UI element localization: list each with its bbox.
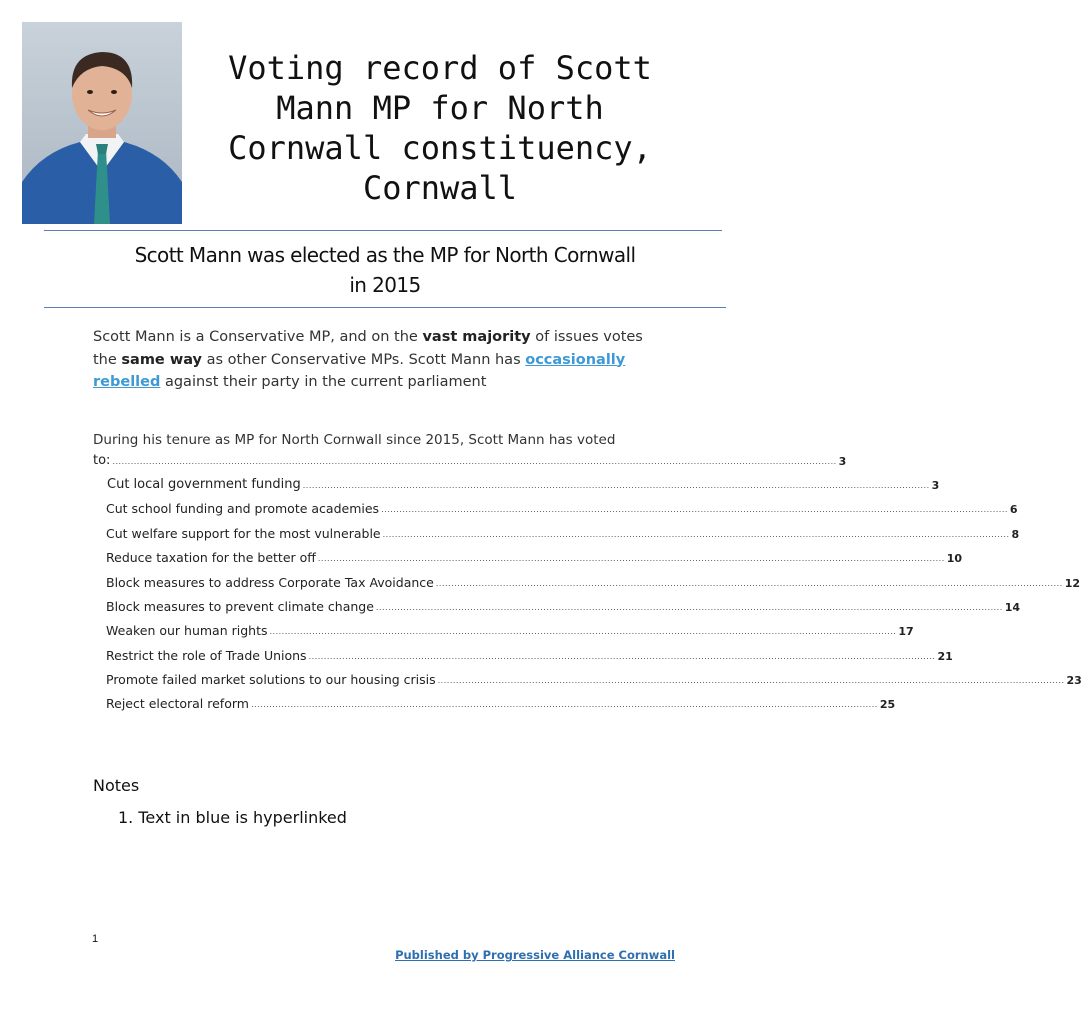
- notes-heading: Notes: [93, 776, 140, 795]
- title-divider: [44, 230, 722, 231]
- toc-dots: ..............................................................................................................................................................................................................: [375, 603, 1003, 612]
- intro-text-3: as other Conservative MPs. Scott Mann has: [202, 351, 526, 368]
- toc-page: 6: [1009, 503, 1018, 516]
- publisher-link[interactable]: Published by Progressive Alliance Cornwall: [395, 948, 675, 962]
- toc-label: Promote failed market solutions to our housing crisis: [106, 672, 436, 687]
- intro-paragraph: [93, 326, 663, 394]
- document-title: Voting record of Scott Mann MP for North Cornwall constituency, Cornwall: [228, 49, 652, 207]
- toc-entry-human-rights[interactable]: [106, 620, 914, 638]
- toc-dots: ..............................................................................................................................................................................................................: [302, 481, 930, 490]
- toc-label: Cut school funding and promote academies: [106, 501, 380, 516]
- toc-label: Reject electoral reform: [106, 696, 249, 711]
- toc-dots: ..............................................................................................................................................................................................................: [269, 627, 897, 636]
- toc-lead-line-2: to:: [93, 453, 111, 468]
- intro-bold-same-way: same way: [121, 351, 202, 368]
- occasionally-rebelled-link[interactable]: occasionally rebelled: [93, 351, 626, 390]
- toc-label: Cut local government funding: [107, 477, 301, 492]
- toc-page: 3: [931, 479, 940, 492]
- toc-entry-tax-avoidance[interactable]: [106, 572, 1081, 590]
- toc-page: 10: [946, 552, 963, 565]
- toc-dots: ..............................................................................................................................................................................................................: [308, 652, 936, 661]
- intro-bold-vast-majority: vast majority: [422, 329, 531, 345]
- toc-page: 23: [1066, 674, 1082, 687]
- toc-dots: ..............................................................................................................................................................................................................: [250, 700, 878, 709]
- toc-entry-trade-unions[interactable]: [106, 645, 953, 663]
- toc-entry-welfare[interactable]: [106, 523, 1020, 541]
- toc-page: 12: [1064, 577, 1081, 590]
- toc-dots: ..............................................................................................................................................................................................................: [381, 505, 1008, 514]
- toc-label: Block measures to prevent climate change: [106, 599, 374, 614]
- toc-entry-climate-change[interactable]: [106, 596, 1021, 614]
- toc-entry-taxation[interactable]: [106, 547, 963, 565]
- intro-text-4: against their party in the current parliament: [160, 374, 487, 390]
- toc-entry-housing-crisis[interactable]: [106, 669, 1082, 687]
- toc-entry-school-funding[interactable]: [106, 498, 1018, 516]
- toc-lead: [93, 432, 673, 448]
- intro-text-2: of issues votes the: [93, 329, 643, 368]
- toc-dots: ..............................................................................................................................................................................................................: [435, 579, 1063, 588]
- subtitle-line-1: Scott Mann was elected as the MP for North Cornwall: [134, 243, 636, 267]
- intro-text-1: Scott Mann is a Conservative MP, and on the: [93, 329, 423, 345]
- toc-page: 17: [898, 625, 914, 638]
- subtitle-line-2: in 2015: [349, 273, 421, 297]
- toc-label: Block measures to address Corporate Tax Avoidance: [106, 575, 434, 590]
- toc-label: Cut welfare support for the most vulnerable: [106, 526, 381, 541]
- toc-page: 14: [1004, 601, 1021, 614]
- toc-page: 3: [838, 455, 847, 468]
- toc-dots: ..............................................................................................................................................................................................................................................: [112, 457, 837, 466]
- toc-label: Restrict the role of Trade Unions: [106, 648, 307, 663]
- toc-label: Weaken our human rights: [106, 623, 268, 638]
- toc-dots: ..............................................................................................................................................................................................................: [437, 676, 1065, 685]
- toc-page: 8: [1011, 528, 1020, 541]
- page-number: 1: [92, 933, 99, 945]
- portrait-photo: [22, 22, 182, 224]
- note-item: 1. Text in blue is hyperlinked: [118, 808, 347, 827]
- toc-lead-line-1: During his tenure as MP for North Cornwall since 2015, Scott Mann has voted: [93, 432, 616, 448]
- subtitle: [100, 240, 670, 300]
- toc-entry-electoral-reform[interactable]: [106, 693, 896, 711]
- toc-entry-local-government[interactable]: [107, 474, 940, 492]
- subtitle-divider: [44, 307, 726, 308]
- toc-dots: ..............................................................................................................................................................................................................: [382, 530, 1010, 539]
- toc-page: 21: [937, 650, 953, 663]
- toc-label: Reduce taxation for the better off: [106, 550, 316, 565]
- toc-lead-entry[interactable]: [93, 450, 847, 468]
- toc-dots: ..............................................................................................................................................................................................................: [317, 554, 945, 563]
- toc-page: 25: [879, 698, 896, 711]
